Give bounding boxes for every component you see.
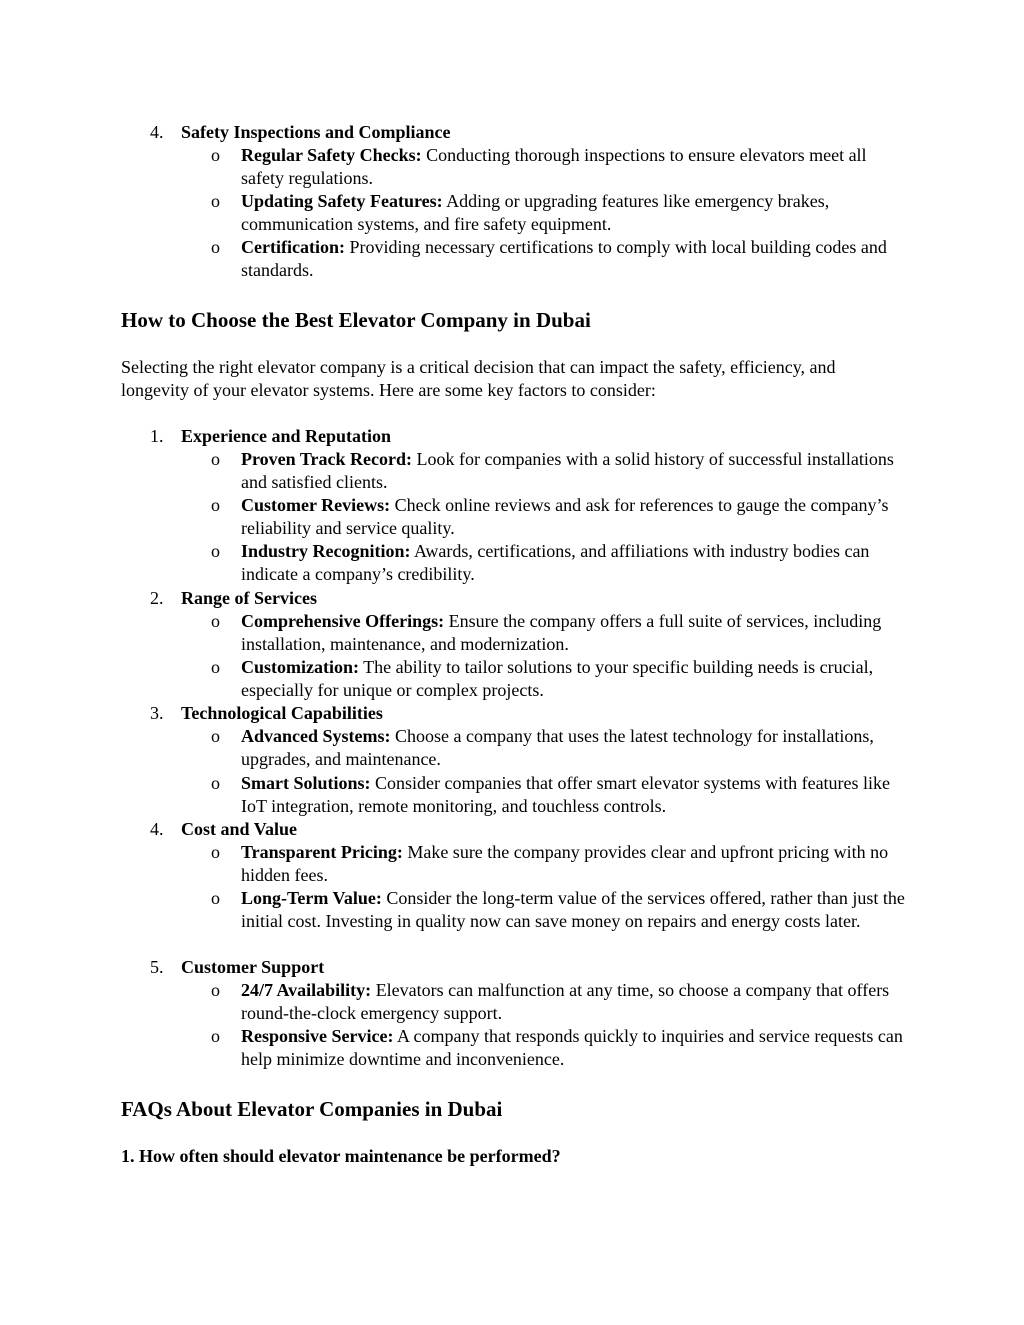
bullet-body: Consider the long-term value of the services offered, rather than just the initial cost. Investing in quality now can save money on repairs and energy costs later.	[241, 888, 905, 931]
bullet-marker: o	[211, 980, 220, 1000]
bullet-text	[241, 772, 906, 818]
bullet-body: Look for companies with a solid history of successful installations and satisfied clients.	[241, 449, 894, 492]
bullet-body: Consider companies that offer smart elevator systems with features like IoT integration, remote monitoring, and touchless controls.	[241, 773, 891, 816]
bullet-label: Comprehensive Offerings:	[241, 611, 445, 631]
bullet-label: Certification:	[241, 237, 345, 257]
bullet-marker: o	[211, 611, 220, 631]
bullet-text	[241, 841, 906, 887]
list-item-title: Customer Support	[181, 957, 325, 977]
bullet-label: Smart Solutions:	[241, 773, 371, 793]
list-item-title: Safety Inspections and Compliance	[181, 122, 451, 142]
intro-paragraph: Selecting the right elevator company is a critical decision that can impact the safety, efficiency, and longevity of your elevator systems. Here are some key factors to consider:	[121, 357, 836, 400]
bullet-label: Industry Recognition:	[241, 541, 411, 561]
list-number: 1.	[150, 426, 164, 446]
bullet-body: Elevators can malfunction at any time, so choose a company that offers round-the-clock emergency support.	[241, 980, 890, 1023]
bullet-marker: o	[211, 726, 220, 746]
bullet-marker: o	[211, 237, 220, 257]
bullet-marker: o	[211, 657, 220, 677]
bullet-marker: o	[211, 842, 220, 862]
bullet-label: Transparent Pricing:	[241, 842, 403, 862]
bullet-label: Proven Track Record:	[241, 449, 412, 469]
bullet-marker: o	[211, 773, 220, 793]
bullet-marker: o	[211, 145, 220, 165]
bullet-text	[241, 725, 906, 771]
list-number: 2.	[150, 588, 164, 608]
bullet-text	[241, 610, 906, 656]
bullet-label: Customization:	[241, 657, 359, 677]
bullet-body: Awards, certifications, and affiliations with industry bodies can indicate a company’s credibility.	[241, 541, 870, 584]
bullet-body: Conducting thorough inspections to ensure elevators meet all safety regulations.	[241, 145, 867, 188]
list-item-title: Range of Services	[181, 588, 317, 608]
bullet-marker: o	[211, 191, 220, 211]
bullet-marker: o	[211, 495, 220, 515]
bullet-body: Choose a company that uses the latest technology for installations, upgrades, and maintenance.	[241, 726, 874, 769]
bullet-text	[241, 144, 906, 190]
bullet-text	[241, 190, 906, 236]
bullet-label: Regular Safety Checks:	[241, 145, 422, 165]
bullet-label: Long-Term Value:	[241, 888, 382, 908]
bullet-body: Make sure the company provides clear and upfront pricing with no hidden fees.	[241, 842, 889, 885]
bullet-text	[241, 236, 906, 282]
bullet-body: The ability to tailor solutions to your specific building needs is crucial, especially for unique or complex projects.	[241, 657, 874, 700]
bullet-marker: o	[211, 888, 220, 908]
bullet-body: Ensure the company offers a full suite of services, including installation, maintenance, and modernization.	[241, 611, 882, 654]
bullet-label: Customer Reviews:	[241, 495, 391, 515]
list-number: 4.	[150, 122, 164, 142]
bullet-label: Updating Safety Features:	[241, 191, 443, 211]
section-heading-how-to-choose: How to Choose the Best Elevator Company in Dubai	[121, 308, 591, 332]
list-number: 3.	[150, 703, 164, 723]
bullet-body: Check online reviews and ask for references to gauge the company’s reliability and service quality.	[241, 495, 889, 538]
list-item-title: Experience and Reputation	[181, 426, 392, 446]
bullet-marker: o	[211, 541, 220, 561]
list-number: 5.	[150, 957, 164, 977]
bullet-text	[241, 540, 906, 586]
faq-question: 1. How often should elevator maintenance be performed?	[121, 1146, 561, 1166]
bullet-text	[241, 979, 906, 1025]
bullet-text	[241, 494, 906, 540]
bullet-marker: o	[211, 449, 220, 469]
bullet-label: Responsive Service:	[241, 1026, 394, 1046]
bullet-body: Providing necessary certifications to comply with local building codes and standards.	[241, 237, 887, 280]
list-item-title: Cost and Value	[181, 819, 298, 839]
bullet-label: 24/7 Availability:	[241, 980, 372, 1000]
bullet-text	[241, 887, 906, 933]
bullet-text	[241, 1025, 906, 1071]
bullet-body: A company that responds quickly to inquiries and service requests can help minimize downtime and inconvenience.	[241, 1026, 903, 1069]
bullet-text	[241, 656, 906, 702]
bullet-body: Adding or upgrading features like emergency brakes, communication systems, and fire safety equipment.	[241, 191, 830, 234]
list-item-title: Technological Capabilities	[181, 703, 383, 723]
bullet-marker: o	[211, 1026, 220, 1046]
section-heading-faqs: FAQs About Elevator Companies in Dubai	[121, 1097, 503, 1121]
bullet-text	[241, 448, 906, 494]
list-number: 4.	[150, 819, 164, 839]
bullet-label: Advanced Systems:	[241, 726, 391, 746]
